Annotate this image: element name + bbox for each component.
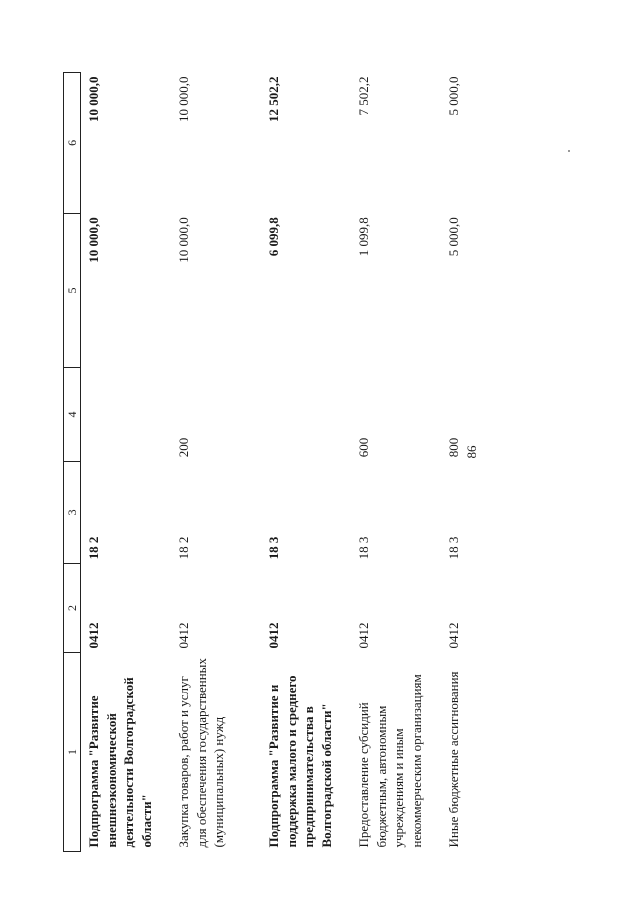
row-value-5: 5 000,0	[446, 217, 462, 257]
row-target: 18 3	[356, 536, 372, 560]
row-value-6: 5 000,0	[446, 76, 462, 116]
rotated-table-container	[63, 72, 503, 852]
table-body	[81, 73, 532, 852]
row-value-5: 1 099,8	[356, 217, 372, 257]
row-type	[261, 368, 351, 461]
header-col-6: 6	[64, 73, 81, 214]
row-value-6: 10 000,0	[176, 76, 192, 122]
table-row	[351, 73, 441, 852]
row-section: 0412	[86, 622, 102, 649]
table-row	[171, 73, 261, 852]
row-type: 800	[446, 437, 462, 458]
row-name: Подпрограмма "Развитие внешнеэкономической деятельности Волгоградской области"	[86, 677, 154, 848]
row-target: 18 3	[446, 536, 462, 560]
header-col-3: 3	[64, 461, 81, 563]
row-section: 0412	[176, 622, 192, 649]
row-value-6: 12 502,2	[266, 76, 282, 122]
row-name: Закупка товаров, работ и услуг для обеспечения государственных (муниципальных) нужд	[176, 658, 227, 848]
row-section: 0412	[266, 622, 282, 649]
table-row	[81, 73, 172, 852]
table-row	[261, 73, 351, 852]
row-type: 200	[176, 437, 192, 458]
header-col-5: 5	[64, 213, 81, 368]
scan-speck	[568, 150, 570, 152]
row-target: 18 3	[266, 536, 282, 560]
row-type	[81, 368, 172, 461]
table-row	[441, 73, 531, 852]
row-name: Подпрограмма "Развитие и поддержка малого и среднего предпринимательства в Волгоградской области"	[266, 675, 334, 848]
row-type: 600	[356, 437, 372, 458]
row-value-6: 7 502,2	[356, 76, 372, 116]
row-value-6: 10 000,0	[86, 76, 102, 122]
row-value-5: 10 000,0	[176, 217, 192, 263]
row-name: Иные бюджетные ассигнования	[446, 671, 462, 848]
row-target: 18 2	[176, 536, 192, 560]
page-number: 86	[464, 445, 479, 459]
header-col-2: 2	[64, 563, 81, 652]
table-header-row	[64, 73, 81, 852]
row-section: 0412	[356, 622, 372, 649]
header-col-4: 4	[64, 368, 81, 461]
budget-table	[63, 72, 531, 852]
header-col-1: 1	[64, 653, 81, 852]
document-sheet	[63, 72, 503, 852]
row-value-5: 6 099,8	[266, 217, 282, 257]
row-target: 18 2	[86, 536, 102, 560]
row-value-5: 10 000,0	[86, 217, 102, 263]
row-name: Предоставление субсидий бюджетным, автономным учреждениям и иным некоммерческим организациям	[356, 674, 424, 848]
row-section: 0412	[446, 622, 462, 649]
